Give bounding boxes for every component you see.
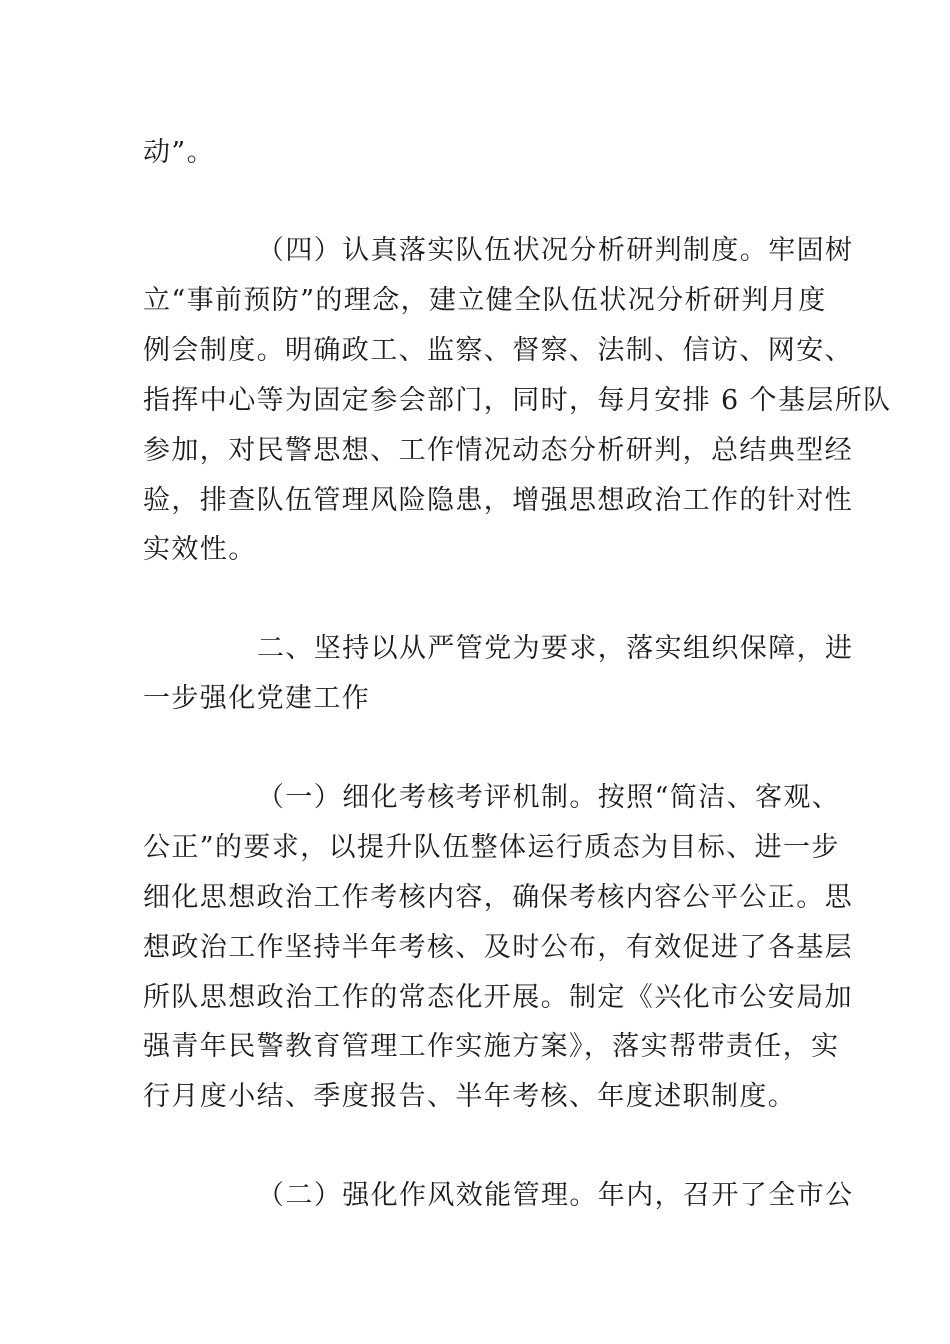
section-heading-2: 二、坚持以从严管党为要求，落实组织保障，进 bbox=[257, 633, 854, 664]
text-line: 强青年民警教育管理工作实施方案》，落实帮带责任，实 bbox=[143, 1031, 840, 1062]
text-line: 参加，对民警思想、工作情况动态分析研判，总结典型经 bbox=[143, 435, 853, 466]
text-line: 行月度小结、季度报告、半年考核、年度述职制度。 bbox=[143, 1081, 797, 1112]
section-heading-2-cont: 一步强化党建工作 bbox=[143, 683, 371, 714]
text-line: 想政治工作坚持半年考核、及时公布，有效促进了各基层 bbox=[143, 932, 853, 963]
text-line: 例会制度。明确政工、监察、督察、法制、信访、网安、 bbox=[143, 335, 853, 366]
text-line: 所队思想政治工作的常态化开展。制定《兴化市公安局加 bbox=[143, 982, 853, 1013]
paragraph-heading-2: （二）强化作风效能管理。年内，召开了全市公 bbox=[257, 1180, 854, 1211]
paragraph-heading-1: （一）细化考核考评机制。按照“简洁、客观、 bbox=[257, 782, 841, 813]
text-line: 公正”的要求，以提升队伍整体运行质态为目标、进一步 bbox=[143, 832, 840, 863]
text-line: 指挥中心等为固定参会部门，同时，每月安排 6 个基层所队 bbox=[143, 385, 892, 416]
text-line: 验，排查队伍管理风险隐患，增强思想政治工作的针对性 bbox=[143, 485, 853, 516]
text-line: 立“事前预防”的理念，建立健全队伍状况分析研判月度 bbox=[143, 285, 827, 316]
paragraph-heading-4: （四）认真落实队伍状况分析研判制度。牢固树 bbox=[257, 235, 854, 266]
text-line-continuation: 动”。 bbox=[143, 137, 216, 168]
text-line: 实效性。 bbox=[143, 534, 257, 565]
text-line: 细化思想政治工作考核内容，确保考核内容公平公正。思 bbox=[143, 882, 853, 913]
